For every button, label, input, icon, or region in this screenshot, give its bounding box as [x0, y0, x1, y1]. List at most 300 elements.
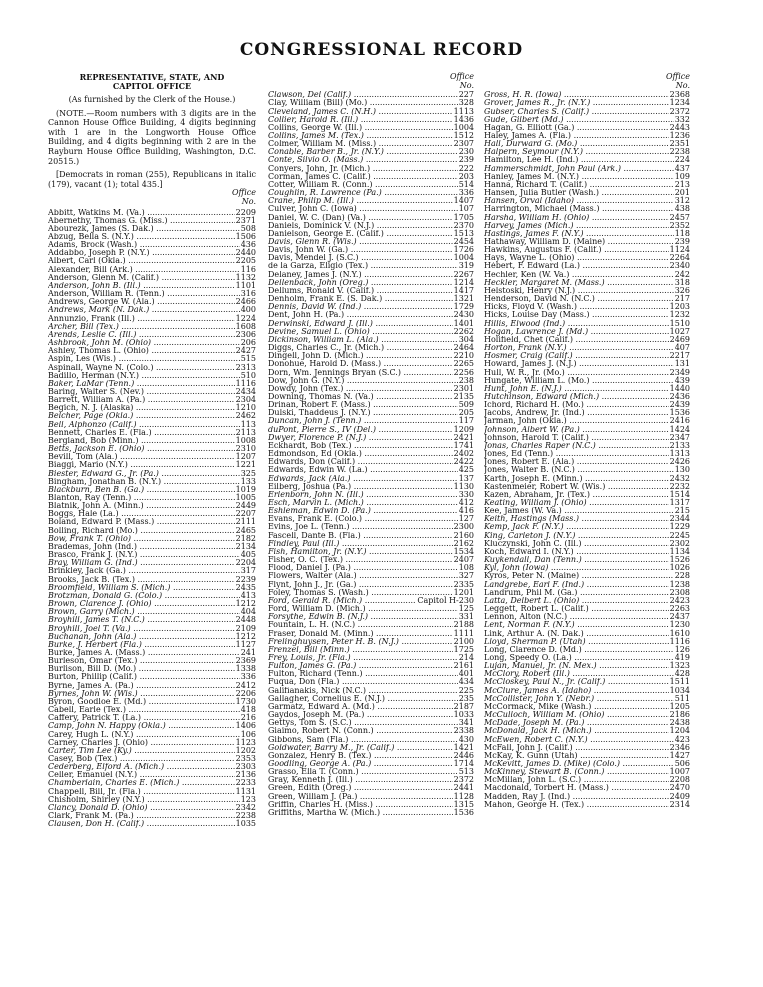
member-row — [484, 254, 690, 262]
member-name: McCloskey, Paul N., Jr. (Calif.) ..... — [484, 678, 669, 686]
office-number: 1008 — [235, 435, 256, 445]
member-name: McDade, Joseph M. (Pa.) ..... — [484, 719, 669, 727]
member-name: Casey, Bob (Tex.) ..... — [48, 755, 235, 763]
member-name: Camp, John N. Happy (Okla.) ..... — [48, 722, 235, 730]
office-number: 412 — [458, 498, 474, 507]
member-name: Galifianakis, Nick (N.C.) ..... — [268, 687, 458, 695]
member-name: Madden, Ray J. (Ind.) ..... — [484, 793, 669, 801]
member-row — [268, 678, 474, 686]
member-name: Hull, W. R., Jr. (Mo.) ..... — [484, 369, 669, 377]
member-name: Foley, Thomas S. (Wash.) ..... — [268, 589, 453, 597]
member-name: Kluczynski, John C. (Ill.) ..... — [484, 540, 669, 548]
office-number: 225 — [458, 685, 474, 695]
member-row — [484, 393, 690, 401]
office-number: 2347 — [669, 432, 690, 442]
office-label: Office — [666, 72, 690, 81]
member-row — [268, 271, 474, 279]
office-number: 1027 — [669, 326, 690, 336]
office-number: 130 — [674, 465, 690, 475]
member-name: Hechler, Ken (W. Va.) ..... — [484, 271, 674, 279]
member-row — [268, 124, 474, 132]
member-name: Hathaway, William D. (Maine) ..... — [484, 238, 674, 246]
member-name: Gibbons, Sam (Fla.) ..... — [268, 736, 458, 744]
member-row — [48, 592, 256, 600]
office-number: 1536 — [669, 408, 690, 418]
member-name: McKevitt, James D. (Mike) (Colo.) ..... — [484, 760, 674, 768]
member-row — [484, 369, 690, 377]
member-row — [268, 662, 474, 670]
member-name: Delaney, James J. (N.Y.) ..... — [268, 271, 453, 279]
office-number: 213 — [674, 179, 690, 189]
office-number: 1201 — [453, 587, 474, 597]
member-row — [484, 776, 690, 784]
member-name: Ashley, Thomas L. (Ohio) ..... — [48, 347, 235, 355]
member-name: Fulton, James G. (Pa.) ..... — [268, 662, 453, 670]
office-header — [48, 189, 256, 206]
member-row — [268, 377, 474, 385]
member-row — [268, 165, 474, 173]
member-row — [484, 279, 690, 287]
office-number: 108 — [458, 563, 474, 573]
member-name: Gude, Gilbert (Md.) ..... — [484, 116, 674, 124]
member-name: Evins, Joe L. (Tenn.) ..... — [268, 523, 453, 531]
member-row — [48, 796, 256, 804]
column-2 — [268, 73, 474, 817]
member-row — [48, 559, 256, 567]
member-name: Daniel, W. C. (Dan) (Va.) ..... — [268, 214, 453, 222]
member-name: Landrum, Phil M. (Ga.) ..... — [484, 589, 669, 597]
member-name: Colmer, William M. (Miss.) ..... — [268, 140, 453, 148]
office-number: 2342 — [235, 802, 256, 812]
office-number: 116 — [240, 264, 256, 274]
office-number: 2407 — [453, 555, 474, 565]
member-name: Culver, John C. (Iowa) ..... — [268, 205, 458, 213]
no-label: No. — [459, 80, 474, 90]
member-name: Brasco, Frank J. (N.Y.) ..... — [48, 551, 240, 559]
member-row — [268, 784, 474, 792]
member-name: Burke, J. Herbert (Fla.) ..... — [48, 641, 235, 649]
office-number: 316 — [240, 289, 256, 299]
member-row — [268, 230, 474, 238]
office-number: 2338 — [453, 726, 474, 736]
member-row — [268, 328, 474, 336]
member-name: Downing, Thomas N. (Va.) ..... — [268, 393, 453, 401]
office-number: 125 — [458, 604, 474, 614]
member-name: Gettys, Tom S. (S.C.) ..... — [268, 719, 458, 727]
member-name: Brown, Garry (Mich.) ..... — [48, 608, 240, 616]
member-name: Ichord, Richard H. (Mo.) ..... — [484, 401, 669, 409]
member-name: Lennon, Alton (N.C.) ..... — [484, 613, 669, 621]
member-row — [268, 369, 474, 377]
member-name: Broyhill, Joel T. (Va.) ..... — [48, 625, 235, 633]
office-number: 1534 — [453, 546, 474, 556]
member-name: Conyers, John, Jr. (Mich.) ..... — [268, 165, 458, 173]
office-number: 2209 — [235, 207, 256, 217]
member-name: Carey, Hugh L. (N.Y.) ..... — [48, 731, 240, 739]
member-name: Diggs, Charles C., Jr. (Mich.) ..... — [268, 344, 453, 352]
member-name: Grasso, Ella T. (Conn.) ..... — [268, 768, 458, 776]
office-number: 1113 — [453, 106, 474, 116]
office-number: 2204 — [235, 558, 256, 568]
office-number: 2335 — [453, 579, 474, 589]
office-number: 2302 — [669, 538, 690, 548]
member-name: Carney, Charles J. (Ohio) ..... — [48, 739, 235, 747]
member-name: Link, Arthur A. (N. Dak.) ..... — [484, 630, 669, 638]
member-row — [484, 99, 690, 107]
member-name: Jones, Walter B. (N.C.) ..... — [484, 466, 674, 474]
member-name: Gallagher, Cornelius E. (N.J.) ..... — [268, 695, 458, 703]
member-name: McKay, K. Gunn (Utah) ..... — [484, 752, 669, 760]
member-row — [48, 502, 256, 510]
member-row — [484, 352, 690, 360]
office-number: 341 — [458, 718, 474, 728]
office-number: 436 — [240, 240, 256, 250]
member-name: Clausen, Don H. (Calif.) ..... — [48, 820, 235, 828]
member-name: Cabell, Earle (Tex.) ..... — [48, 706, 240, 714]
office-number: 2264 — [669, 253, 690, 263]
member-name: Erlenborn, John N. (Ill.) ..... — [268, 491, 458, 499]
office-number: 238 — [458, 375, 474, 385]
member-row — [484, 458, 690, 466]
member-row — [268, 760, 474, 768]
member-name: Burton, Phillip (Calif.) ..... — [48, 673, 240, 681]
member-row — [268, 352, 474, 360]
office-number: 515 — [240, 354, 256, 364]
member-name: Bow, Frank T. (Ohio) ..... — [48, 535, 235, 543]
member-row — [484, 613, 690, 621]
office-number: 1131 — [235, 786, 256, 796]
member-row — [484, 589, 690, 597]
member-name: Eckhardt, Bob (Tex.) ..... — [268, 442, 453, 450]
member-row — [48, 380, 256, 388]
member-row — [48, 445, 256, 453]
office-number: 1101 — [235, 280, 256, 290]
member-row — [268, 409, 474, 417]
no-label: No. — [241, 196, 256, 206]
office-number: Capitol H-230 — [417, 595, 474, 605]
member-name: Harsha, William H. (Ohio) ..... — [484, 214, 669, 222]
member-row — [48, 706, 256, 714]
office-number: 407 — [674, 343, 690, 353]
member-row — [484, 548, 690, 556]
member-row — [484, 222, 690, 230]
member-name: Dowdy, John (Tex.) ..... — [268, 385, 453, 393]
member-name: Karth, Joseph E. (Minn.) ..... — [484, 475, 669, 483]
office-number: 133 — [240, 476, 256, 486]
member-name: Jones, Robert E. (Ala.) ..... — [484, 458, 669, 466]
office-number: 405 — [240, 550, 256, 560]
member-name: Davis, John W. (Ga.) ..... — [268, 246, 453, 254]
member-row — [268, 181, 474, 189]
member-row — [268, 654, 474, 662]
office-number: 2436 — [669, 391, 690, 401]
office-number: 318 — [674, 277, 690, 287]
member-row — [484, 91, 690, 99]
office-number: 2262 — [453, 326, 474, 336]
intro-text — [48, 95, 256, 189]
member-name: Henderson, David N. (N.C.) ..... — [484, 295, 674, 303]
office-number: 1005 — [235, 493, 256, 502]
member-row — [268, 483, 474, 491]
member-name: Hogan, Lawrence J. (Md.) ..... — [484, 328, 669, 336]
member-row — [484, 695, 690, 703]
member-name: Flynt, John J., Jr. (Ga.) ..... — [268, 581, 453, 589]
office-number: 1127 — [235, 639, 256, 649]
office-number: 2161 — [453, 661, 474, 671]
member-row — [484, 287, 690, 295]
member-name: de la Garza, Eligio (Tex.) ..... — [268, 262, 458, 270]
member-name: Addabbo, Joseph P. (N.Y.) ..... — [48, 249, 235, 257]
member-name: Hansen, Julia Butler (Wash.) ..... — [484, 189, 674, 197]
member-name: Leggett, Robert L. (Calif.) ..... — [484, 605, 669, 613]
member-row — [484, 271, 690, 279]
member-row — [48, 315, 256, 323]
office-number: 127 — [458, 514, 474, 524]
member-row — [268, 222, 474, 230]
member-name: Dellums, Ronald V. (Calif.) ..... — [268, 287, 453, 295]
member-name: Clancy, Donald D. (Ohio) ..... — [48, 804, 235, 812]
member-row — [484, 744, 690, 752]
member-name: McClure, James A. (Idaho) ..... — [484, 687, 669, 695]
office-number: 2426 — [669, 457, 690, 467]
member-row — [268, 515, 474, 523]
office-number: 1610 — [669, 628, 690, 638]
member-name: Devine, Samuel L. (Ohio) ..... — [268, 328, 453, 336]
member-name: Anderson, John B. (Ill.) ..... — [48, 282, 235, 290]
member-name: Hillis, Elwood (Ind.) ..... — [484, 320, 669, 328]
member-row — [268, 148, 474, 156]
member-row — [484, 262, 690, 270]
section-heading: REPRESENTATIVE, STATE, AND — [79, 72, 225, 82]
member-row — [48, 804, 256, 812]
member-name: Abbitt, Watkins M. (Va.) ..... — [48, 209, 235, 217]
member-row — [484, 344, 690, 352]
member-name: Daniels, Dominick V. (N.J.) ..... — [268, 222, 453, 230]
office-number: 1436 — [453, 114, 474, 124]
member-name: Landgrebe, Earl F. (Ind.) ..... — [484, 581, 669, 589]
member-row — [484, 295, 690, 303]
member-row — [484, 165, 690, 173]
office-number: 214 — [458, 652, 474, 662]
office-number: 2368 — [669, 90, 690, 100]
column-3 — [484, 73, 690, 809]
member-row — [48, 682, 256, 690]
member-row — [48, 494, 256, 502]
member-name: McClory, Robert (Ill.) ..... — [484, 670, 674, 678]
office-number: 2307 — [453, 139, 474, 149]
member-list-2 — [268, 91, 474, 817]
member-name: Lujan, Manuel, Jr. (N. Mex.) ..... — [484, 662, 669, 670]
member-row — [268, 556, 474, 564]
member-name: Barrett, William A. (Pa.) ..... — [48, 396, 235, 404]
member-name: Broyhill, James T. (N.C.) ..... — [48, 616, 235, 624]
office-number: 1512 — [453, 130, 474, 140]
office-number: 2416 — [669, 416, 690, 426]
office-number: 2466 — [235, 297, 256, 307]
office-number: 327 — [458, 571, 474, 581]
member-name: Horton, Frank (N.Y.) ..... — [484, 344, 674, 352]
member-row — [48, 217, 256, 225]
member-name: Dickinson, William L. (Ala.) ..... — [268, 336, 458, 344]
member-name: Brinkley, Jack (Ga.) ..... — [48, 567, 240, 575]
office-number: 2446 — [453, 750, 474, 760]
member-row — [268, 548, 474, 556]
member-row — [484, 197, 690, 205]
member-list-3 — [484, 91, 690, 809]
member-row — [48, 788, 256, 796]
member-row — [484, 442, 690, 450]
office-number: 1034 — [669, 685, 690, 695]
member-row — [484, 540, 690, 548]
member-name: Lloyd, Sherman P. (Utah) ..... — [484, 638, 669, 646]
member-row — [268, 336, 474, 344]
office-number: 2239 — [235, 574, 256, 584]
member-row — [48, 225, 256, 233]
office-number: 2372 — [453, 775, 474, 785]
member-row — [484, 597, 690, 605]
member-row — [48, 722, 256, 730]
office-number: 2188 — [453, 620, 474, 630]
member-row — [484, 320, 690, 328]
member-row — [268, 793, 474, 801]
office-number: 2100 — [453, 636, 474, 646]
member-row — [48, 665, 256, 673]
member-name: Ford, William D. (Mich.) ..... — [268, 605, 458, 613]
member-row — [48, 633, 256, 641]
office-header — [268, 73, 474, 90]
office-number: 428 — [674, 669, 690, 679]
office-number: 1204 — [669, 726, 690, 736]
member-name: Bray, William G. (Ind.) ..... — [48, 559, 235, 567]
member-row — [268, 703, 474, 711]
office-number: 2369 — [235, 656, 256, 666]
member-name: Jones, Ed (Tenn.) ..... — [484, 450, 669, 458]
office-number: 1313 — [669, 449, 690, 459]
office-number: 123 — [240, 794, 256, 804]
member-name: Fountain, L. H. (N.C.) ..... — [268, 621, 453, 629]
office-number: 312 — [674, 196, 690, 206]
member-row — [48, 625, 256, 633]
member-name: Biester, Edward G., Jr. (Pa.) ..... — [48, 470, 240, 478]
member-row — [484, 417, 690, 425]
office-label: Office — [450, 72, 474, 81]
office-number: 1128 — [453, 791, 474, 801]
member-name: Dingell, John D. (Mich.) ..... — [268, 352, 453, 360]
member-name: Fish, Hamilton, Jr. (N.Y.) ..... — [268, 548, 453, 556]
member-row — [48, 771, 256, 779]
member-name: Haley, James A. (Fla.) ..... — [484, 132, 669, 140]
office-number: 330 — [458, 489, 474, 499]
office-number: 508 — [240, 223, 256, 233]
office-number: 2462 — [235, 411, 256, 421]
office-number: 1209 — [453, 424, 474, 434]
office-number: 506 — [674, 759, 690, 768]
member-name: Brooks, Jack B. (Tex.) ..... — [48, 576, 235, 584]
member-row — [484, 523, 690, 531]
member-name: Heckler, Margaret M. (Mass.) ..... — [484, 279, 674, 287]
office-number: 1315 — [453, 799, 474, 809]
member-name: Carter, Tim Lee (Ky.) ..... — [48, 747, 235, 755]
member-name: Celler, Emanuel (N.Y.) ..... — [48, 771, 235, 779]
office-number: 2111 — [235, 517, 256, 527]
member-name: Dwyer, Florence P. (N.J.) ..... — [268, 434, 453, 442]
office-number: 2427 — [235, 346, 256, 356]
member-row — [268, 809, 474, 817]
member-name: Boggs, Hale (La.) ..... — [48, 510, 235, 518]
member-row — [48, 306, 256, 314]
member-row — [484, 752, 690, 760]
room-note: (NOTE.—Room numbers with 3 digits are in the Cannon House Office Building, 4 digits beginning with 1 are in the Longworth House Office Building, and 4 digits beginning with 2 are in the Rayburn House Office Building, Washington, D.C. 20515.) — [48, 108, 256, 166]
member-name: Bingham, Jonathan B. (N.Y.) ..... — [48, 478, 240, 486]
member-row — [268, 711, 474, 719]
office-number: 2465 — [235, 525, 256, 535]
office-number: 2301 — [453, 383, 474, 393]
member-name: Long, Clarence D. (Md.) ..... — [484, 646, 674, 654]
office-number: 304 — [458, 334, 474, 344]
member-row — [268, 670, 474, 678]
member-row — [48, 290, 256, 298]
office-number: 1323 — [669, 661, 690, 671]
furnished-note: (As furnished by the Clerk of the House.) — [68, 95, 236, 104]
member-row — [48, 584, 256, 592]
office-number: 203 — [458, 171, 474, 181]
member-row — [484, 662, 690, 670]
office-number: 2352 — [669, 220, 690, 230]
member-row — [48, 755, 256, 763]
office-number: 2238 — [235, 811, 256, 821]
member-name: McKinney, Stewart B. (Conn.) ..... — [484, 768, 669, 776]
member-row — [48, 323, 256, 331]
member-row — [484, 556, 690, 564]
office-number: 1132 — [235, 272, 256, 282]
member-row — [484, 499, 690, 507]
member-row — [484, 466, 690, 474]
member-row — [268, 99, 474, 107]
member-name: Eilberg, Joshua (Pa.) ..... — [268, 483, 453, 491]
member-name: Green, William J. (Pa.) ..... — [268, 793, 453, 801]
member-row — [268, 287, 474, 295]
member-name: Burke, James A. (Mass.) ..... — [48, 649, 240, 657]
office-number: 2263 — [669, 604, 690, 614]
member-name: Gaydos, Joseph M. (Pa.) ..... — [268, 711, 453, 719]
office-number: 513 — [458, 767, 474, 777]
member-row — [48, 510, 256, 518]
office-number: 509 — [458, 400, 474, 410]
office-number: 1511 — [669, 677, 690, 687]
office-number: 413 — [240, 590, 256, 600]
member-row — [48, 567, 256, 575]
office-number: 228 — [674, 571, 690, 581]
member-name: Danielson, George E. (Calif.) ..... — [268, 230, 453, 238]
member-name: Johnson, Albert W. (Pa.) ..... — [484, 426, 669, 434]
member-row — [268, 385, 474, 393]
office-number: 126 — [674, 644, 690, 654]
member-row — [484, 687, 690, 695]
member-row — [268, 695, 474, 703]
member-name: Latta, Delbert L. (Ohio) ..... — [484, 597, 669, 605]
member-name: Gubser, Charles S. (Calif.) ..... — [484, 108, 669, 116]
office-number: 1526 — [669, 555, 690, 565]
member-row — [484, 532, 690, 540]
member-name: Anderson, William R. (Tenn.) ..... — [48, 290, 240, 298]
member-row — [268, 613, 474, 621]
member-row — [484, 360, 690, 368]
member-row — [48, 535, 256, 543]
office-number: 1124 — [669, 245, 690, 255]
member-row — [484, 214, 690, 222]
member-name: McDonald, Jack H. (Mich.) ..... — [484, 727, 669, 735]
member-name: Burlison, Bill D. (Mo.) ..... — [48, 665, 235, 673]
